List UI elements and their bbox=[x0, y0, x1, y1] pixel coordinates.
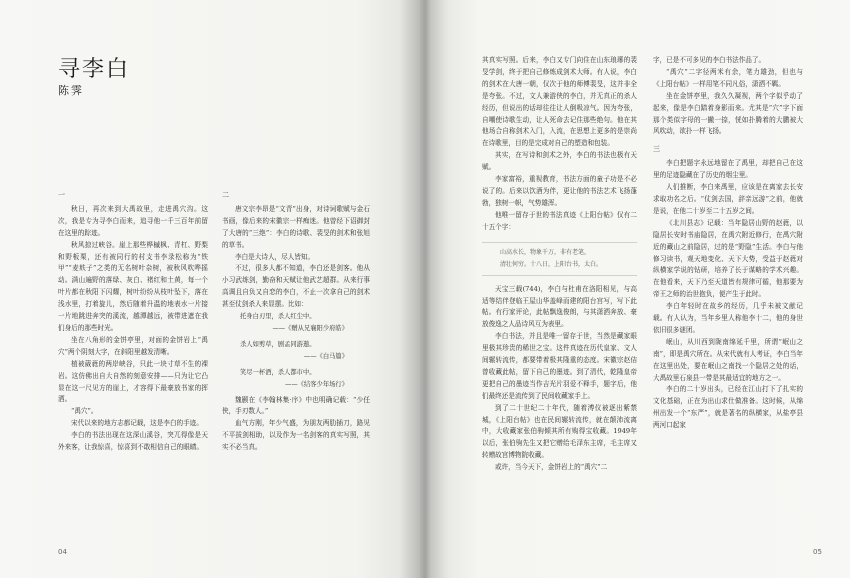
quote-source: ——《白马篇》 bbox=[303, 352, 348, 360]
section-number: 三 bbox=[653, 145, 660, 154]
paragraph: 其实，在写诗和剑术之外，李白的书法也极有天赋。 bbox=[482, 151, 637, 172]
paragraph: 宋代以来的地方志都记载，这是李白的手迹。 bbox=[71, 419, 203, 428]
calligraphy-text-block bbox=[482, 242, 637, 276]
paragraph: 人们推断，李白来禹里，应该是在离家去长安求取功名之后。“仗剑去国，辞亲远游”之前，他就是说，在他二十岁至二十五岁之间。 bbox=[653, 183, 803, 215]
paragraph: 李白是大诗人，尽人皆知。 bbox=[235, 252, 315, 261]
paragraph: 《北川县志》记载：当年隐居山野的赵蕤，以隐居长安时书庙隐居，在禹穴附近修行，在禹穴附近的藏山之前隐居，过的是“野隐”生活。李白与他修习读书，观天地变化、天下大势，受益于赵蕤对纵横家学说的钻研，培养了长于谋略的学术兴趣。在他看来，天下乃至天道皆有规律可循，他那要为帝王之师的治世抱负，便产生于此时。 bbox=[653, 218, 803, 299]
text-column-3 bbox=[482, 55, 637, 474]
quote-source: ——《结客少年场行》 bbox=[285, 380, 348, 388]
paragraph: 天宝三载(744)，李白与杜甫在洛阳相见，与高适等结伴登临王屋山华盖峰而建的阳台宫写，写下此帖。有行家评论，此帖飘逸俊朗，与其潇洒奔放、豪放俊逸之人品诗风互为表里。 bbox=[482, 284, 637, 329]
paragraph: 李白年轻时在故乡的经历，几乎未被文献记载。有人认为，当年乡里人称他李十二，他的身世依旧很多谜团。 bbox=[653, 302, 803, 334]
paragraph: 血气方刚，年少气盛，为朋友两肋插刀，路见不平拔剑相助，以及作为一名剑客的真实写照，其实不必当真。 bbox=[222, 419, 370, 452]
paragraph: “禹穴”。 bbox=[71, 407, 98, 416]
paragraph-continued: 其真实写照。后来，李白又专门向住在山东琅琊的裴旻学剑，终于把自己修炼成剑术大师。有人说，李白的剑术在大唐一朝，仅次于他的师傅裴旻，这并非全是夸张。不过，文人兼游侠的李白，并无真正的杀人经历，但说出的话却往往让人倒吸凉气。因为夸张，自嘲使诗歌生动，让人死命去记住那些绝句。他在其他场合自称剑术入门，入流，在思想上更多的是崇尚在诗歌里，目的是完成对自己的塑造和包装。 bbox=[482, 56, 637, 148]
paragraph: 唐文宗李昂是“文青”出身，对诗词歌赋与金石书画，像后来的宋徽宗一样痴迷。他曾经下诏御封了大唐的“三绝”：李白的诗歌、裴旻的剑术和张旭的草书。 bbox=[222, 204, 370, 249]
paragraph: 植被葳蕤的两岸峡谷，只此一块寸草不生的裸岩。这仿佛出自大自然的刻意安排——只为让它凸显在这一尺见方的崖上，才容得下最豪放书家的挥洒。 bbox=[58, 359, 208, 404]
paragraph: 秋风掠过峡谷。崖上那些桦槭枫、青杠、野梨和野板栗，还有被同行的村支书李录松称为“铁甲”“麦麸子”之类的无名树叶杂树，被秋风吹哗摇动。满山遍野的落绿、灰白、褚红和土黄，每一个叶片都在秋阳下闪耀，树叶纷纷从枝叶坠下，落在浅水里，打着旋儿，然后随着升温的地表水一片接一片地跳进奔突的溪流，越潭越远，被带进遮在我们身后的那些时光。 bbox=[58, 240, 208, 332]
page-number-left: 04 bbox=[58, 548, 67, 556]
poem-quote: 托身白刃里，杀人红尘中。 bbox=[240, 313, 316, 321]
quote-source: ——《赠从兄襄阳少府皓》 bbox=[272, 324, 348, 332]
paragraph: 李白的二十岁出头，已经在江山打下了扎实的文化基础，正在为出山求仕做准备。这时候，从绵州出发一个“东严”，就是著名的纵横家，从盐亭县两河口起家 bbox=[653, 385, 803, 430]
calligraphy-text-line: 山高水长，物象千万，非有老笔， bbox=[500, 248, 591, 256]
paragraph: 魏颢在《李翰林集·序》中也明确记载：“少任侠，手刃数人。” bbox=[222, 395, 370, 416]
paragraph: 到了二十世纪二十年代，随着溥仪被逐出紫禁城，《上阳台帖》也在民间辗转流传，就在颠沛流离中，大收藏家张伯驹倾其所有购得宝收藏。1949年以后，张伯驹先生又把它赠给毛泽东主席，毛主席又转赠故宫博物院收藏。 bbox=[482, 403, 637, 460]
paragraph: 他唯一留存于世的书法真迹《上阳台帖》仅有二十五个字： bbox=[482, 210, 637, 231]
paragraph: 坐在八角形的金饼亭里，对面的金饼岩上“禹穴”两个阴刻大字，在斜阳里越发清晰。 bbox=[58, 335, 208, 356]
paragraph: 坐在金饼亭里，我久久凝视，两个字似乎动了起来，像是李白踏着身影而来。尤其是“穴”字下面那个类似字母的一撇一捺，恍如扑腾着的大鹏被大风吹动，欲扑一样飞扬。 bbox=[653, 91, 803, 136]
text-column-2 bbox=[222, 190, 370, 454]
paragraph: 李白的书法出现在这深山溪谷，突兀得像是天外来客，让我惊喜，惊喜到不敢相信自己的眼睛。 bbox=[58, 431, 208, 452]
paragraph-continued: 字，已是不可多见的李白书法作品了。 bbox=[653, 56, 766, 64]
paragraph: 李白把题字永远地留在了禹里，却把自己在这里的足迹隐藏在了历史的烟尘里。 bbox=[653, 159, 803, 180]
calligraphy-text-line: 清壮何穷。十八日，上阳台书，太白。 bbox=[500, 260, 603, 268]
section-number: 一 bbox=[58, 191, 65, 199]
article-author: 陈霁 bbox=[58, 84, 84, 97]
poem-quote: 笑尽一杯酒，杀人都市中。 bbox=[240, 368, 316, 376]
paragraph: 李白书法，并且是唯一留存于世，当然是藏家眼里极其珍贵的稀世之宝。这件真迹在历代皇家、文人间辗转流传，都要带着极其隆重的态度。宋徽宗赵佶曾收藏此帖，留下自己的墨迹。到了清代，乾隆皇帝更把自己的墨迹当作吉光片羽爱不释手，题字后，他们最终还是流传到了民间收藏家手上。 bbox=[482, 332, 637, 400]
left-page bbox=[0, 0, 420, 578]
section-number: 二 bbox=[222, 191, 229, 199]
paragraph: 不过，很多人都不知道，李白还是剑客。他从小习武练剑，勤奋和天赋让他武艺超群。从来行事高调且自负又自恋的李白，不止一次拿自己的剑术甚至仗剑杀人来显摆。比如： bbox=[222, 264, 370, 309]
paragraph: 岷山，从川西到陇南绵延千里，所谓“岷山之南”，即是禹穴所在。从宋代就有人考证，李白当年在这里出处，要在岷山之南找一个隐居之处的话，大禹故里石泉县一带是其最适宜的地方之一。 bbox=[653, 337, 803, 382]
paragraph: 秋日，再次来到大禹故里，走进禹穴沟。这次，我是专为寻李白而来，追寻他一千三百年前留在这里的踪迹。 bbox=[58, 204, 208, 237]
article-title: 寻李白 bbox=[58, 57, 131, 82]
poem-quote: 杀人如剪草，剧孟同游遨。 bbox=[240, 340, 316, 348]
text-column-4 bbox=[653, 55, 803, 432]
paragraph: “禹穴”二字径两米有余，笔力雄劲，但也与《上阳台帖》一样用笔不同凡俗，潇洒不羁。 bbox=[653, 67, 803, 88]
text-column-1 bbox=[58, 190, 208, 454]
paragraph: 李家富裕，重视教育，书法方面的童子功是不必说了的。后来以饮酒为伴，更让他的书法艺术飞扬蓬勃，独树一帜，气势雄浑。 bbox=[482, 175, 637, 207]
page-number-right: 05 bbox=[813, 548, 822, 556]
right-page bbox=[420, 0, 850, 578]
paragraph: 或许，当今天下，金饼岩上的“禹穴”二 bbox=[495, 463, 608, 472]
